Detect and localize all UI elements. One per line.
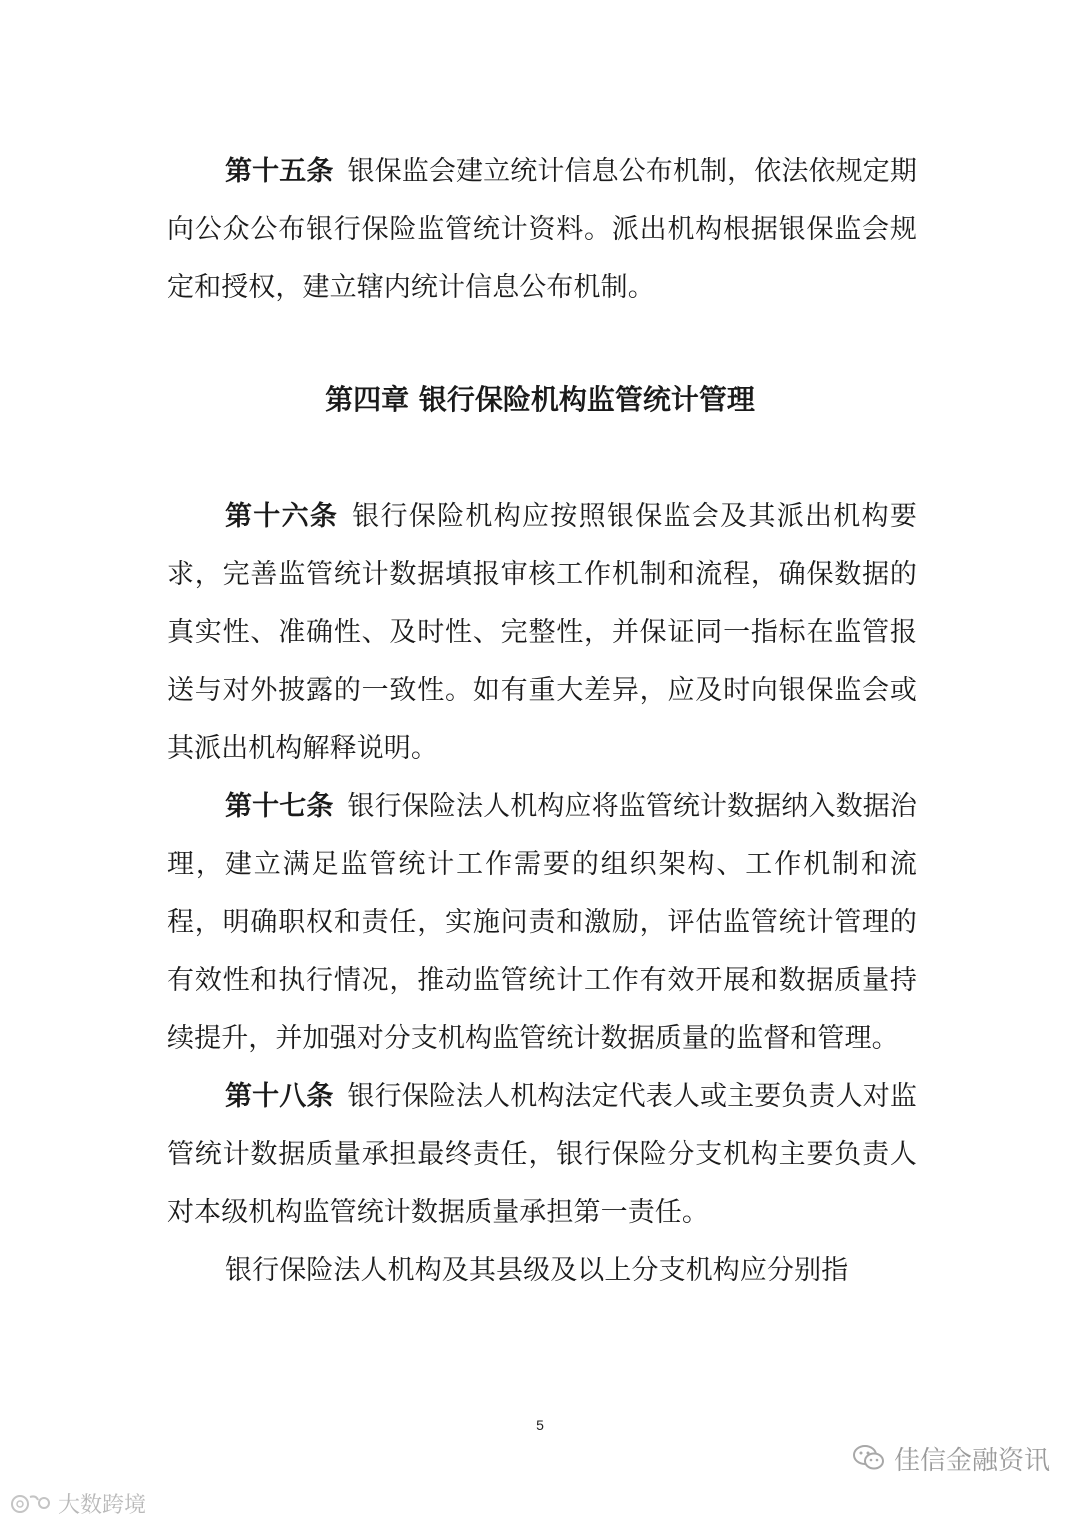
article-paragraph-15 — [167, 143, 917, 317]
article-block-top — [167, 143, 917, 317]
article-paragraph-continued — [167, 1242, 917, 1300]
article-paragraph-17 — [167, 778, 917, 1068]
chapter-title: 第四章 银行保险机构监管统计管理 — [325, 383, 755, 416]
article-heading: 第十六条 — [225, 501, 339, 532]
page-number: 5 — [536, 1417, 544, 1433]
article-text: 银行保险法人机构及其县级及以上分支机构应分别指 — [225, 1255, 849, 1286]
weibo-logo-icon — [10, 1491, 52, 1515]
article-heading: 第十七条 — [225, 791, 334, 822]
article-text: 银行保险法人机构法定代表人或主要负责人对监管统计数据质量承担最终责任，银行保险分支机构主要负责人对本级机构监管统计数据质量承担第一责任。 — [167, 1081, 917, 1228]
article-text: 银行保险机构应按照银保监会及其派出机构要求，完善监管统计数据填报审核工作机制和流程，确保数据的真实性、准确性、及时性、完整性，并保证同一指标在监管报送与对外披露的一致性。如有重大差异，应及时向银保监会或其派出机构解释说明。 — [167, 501, 917, 764]
watermark-account-name: 佳信金融资讯 — [893, 1445, 1050, 1476]
article-heading: 第十五条 — [225, 156, 334, 187]
watermark-brand-name: 大数跨境 — [58, 1492, 147, 1518]
article-text: 银保监会建立统计信息公布机制，依法依规定期向公众公布银行保险监管统计资料。派出机构根据银保监会规定和授权，建立辖内统计信息公布机制。 — [167, 156, 917, 303]
article-heading: 第十八条 — [225, 1081, 334, 1112]
wechat-icon — [852, 1443, 886, 1473]
watermark-wechat — [852, 1438, 1050, 1478]
article-paragraph-18 — [167, 1068, 917, 1242]
article-paragraph-16 — [167, 488, 917, 778]
watermark-weibo — [10, 1488, 146, 1518]
article-block-bottom — [167, 488, 917, 1300]
article-text: 银行保险法人机构应将监管统计数据纳入数据治理，建立满足监管统计工作需要的组织架构、工作机制和流程，明确职权和责任，实施问责和激励，评估监管统计管理的有效性和执行情况，推动监管统计工作有效开展和数据质量持续提升，并加强对分支机构监管统计数据质量的监督和管理。 — [167, 791, 917, 1054]
